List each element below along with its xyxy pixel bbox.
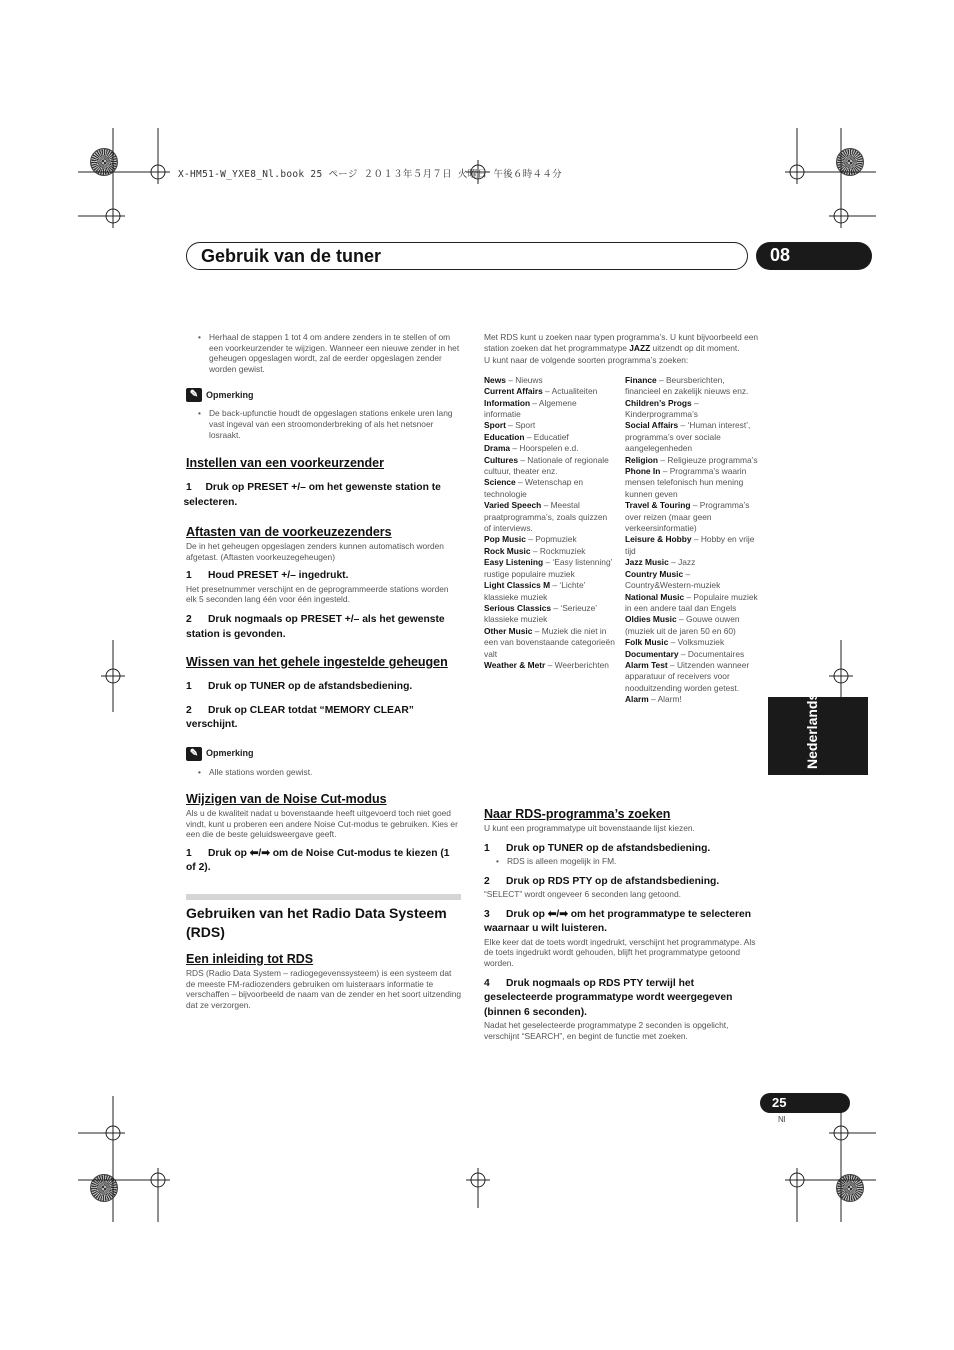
language-side-tab (768, 692, 868, 775)
program-type-name: Education (484, 431, 525, 442)
paragraph: U kunt een programmatype uit bovenstaande lijst kiezen. (484, 823, 695, 833)
footer-language-code: Nl (778, 1115, 786, 1124)
program-type-item (625, 375, 759, 398)
program-type-item (625, 569, 759, 592)
program-type-name: Light Classics M (484, 580, 551, 591)
paragraph: De in het geheugen opgeslagen zenders kunnen automatisch worden afgetast. (Aftasten voorkeuzegeheugen) (186, 541, 444, 562)
program-type-name: Folk Music (625, 637, 669, 648)
program-type-name: Drama (484, 443, 511, 454)
note-pencil-icon: ✎ (186, 388, 202, 402)
program-type-name: National Music (625, 591, 685, 602)
program-type-desc: – Alarm! (651, 694, 682, 705)
paragraph (484, 332, 759, 353)
program-type-name: Country Music (625, 568, 684, 579)
program-type-column-1 (484, 375, 615, 706)
step-item (484, 977, 759, 1021)
program-type-desc: – Jazz (671, 557, 696, 568)
paragraph: RDS (Radio Data System – radiogegevenssysteem) is een systeem dat de meeste FM-radiozenders gebruiken om luisteraars informatie te verschaffen – bijvoorbeeld de naam van de zender en het soort uitzending dat ze verzorgen. (186, 967, 462, 1010)
note-label: Opmerking (206, 390, 254, 401)
program-type-item (484, 477, 615, 500)
step-item (484, 842, 759, 857)
program-type-name: Weather & Metr (484, 659, 546, 670)
program-type-name: Other Music (484, 625, 533, 636)
section-heading-clear: Wissen van het gehele ingestelde geheugen (186, 655, 448, 670)
step-item (484, 875, 759, 890)
section-heading-preset: Instellen van een voorkeurzender (186, 456, 384, 471)
program-type-desc: – Volksmuziek (670, 637, 725, 648)
program-type-desc: – Algemene informatie (484, 397, 577, 419)
program-type-desc: – Meestal praatprogramma’s, zoals quizzen of interviews. (484, 500, 608, 534)
program-type-desc: – Programma’s over reizen (maar geen verkeersinformatie) (625, 500, 750, 534)
step-number: 1 (186, 847, 192, 859)
program-type-name: Serious Classics (484, 602, 552, 613)
section-heading-rds-search: Naar RDS-programma’s zoeken (484, 807, 671, 821)
step-text: Druk nogmaals op PRESET +/– als het gewenste station is gevonden. (186, 614, 445, 640)
paragraph: U kunt naar de volgende soorten programma’s zoeken: (484, 355, 689, 366)
program-type-list (484, 375, 759, 706)
section-heading-rds: Gebruiken van het Radio Data Systeem (RDS) (186, 904, 447, 940)
page-number: 25 (772, 1095, 787, 1110)
step-text: Druk op PRESET +/– om het gewenste station te selecteren. (183, 482, 441, 508)
step-text: Druk op CLEAR totdat “MEMORY CLEAR” verschijnt. (186, 704, 414, 731)
program-type-name: Science (484, 477, 516, 488)
program-type-desc: – Nationale of regionale cultuur, theater enz. (484, 454, 609, 477)
chapter-badge (756, 242, 872, 270)
program-type-desc: – Hoorspelen e.d. (512, 443, 579, 454)
rds-intro-text: Met RDS kunt u zoeken naar typen programma’s. U kunt bijvoorbeeld een station zoeken dat het programmatype (484, 332, 759, 353)
program-type-name: News (484, 374, 506, 385)
registration-rosette-icon (836, 1174, 864, 1202)
program-type-name: Children’s Progs (625, 397, 692, 408)
program-type-name: Jazz Music (625, 557, 669, 568)
registration-rosette-icon (90, 1174, 118, 1202)
program-type-name: Sport (484, 420, 506, 431)
paragraph: Het presetnummer verschijnt en de geprogrammeerde stations worden elk 5 seconden lang één voor één ingesteld. (186, 583, 449, 605)
program-type-desc: – ‘Serieuze’ klassieke muziek (484, 602, 597, 625)
program-type-desc: – Sport (508, 420, 536, 431)
paragraph: Als u de kwaliteit nadat u bovenstaande heeft uitgevoerd toch niet goed vindt, kunt u proberen een andere Noise Cut-modus te gebruiken. Kies er een die de beste geluidsweergave geeft. (186, 808, 458, 840)
program-type-desc: – Weerberichten (547, 659, 609, 670)
program-type-item (625, 694, 759, 705)
program-type-desc: – Educatief (526, 431, 569, 442)
right-column (484, 332, 759, 1041)
program-type-desc: – Kinderprogramma’s (625, 397, 699, 419)
paragraph: “SELECT” wordt ongeveer 6 seconden lang getoond. (484, 889, 681, 900)
program-type-name: Religion (625, 454, 659, 465)
step-item (186, 680, 461, 695)
program-type-item (625, 592, 759, 615)
program-type-name: Travel & Touring (625, 500, 691, 511)
program-type-item (484, 375, 615, 386)
page-title-box (186, 242, 748, 270)
step-text: Druk nogmaals op RDS PTY terwijl het geselecteerde programmatype wordt weergegeven (binnen 6 seconden). (484, 977, 733, 1018)
program-type-name: Varied Speech (484, 500, 542, 511)
program-type-desc: – Beursberichten, financieel en zakelijk nieuws enz. (625, 374, 749, 397)
program-type-desc: – Hobby en vrije tijd (625, 534, 755, 556)
program-type-desc: – ‘Lichte’ klassieke muziek (484, 580, 586, 602)
print-slug-line: X-HM51-W_YXE8_Nl.book 25 ページ ２０１３年５月７日 火曜日 午後６時４４分 (178, 169, 562, 180)
bullet-item: • RDS is alleen mogelijk in FM. (484, 856, 759, 867)
paragraph: Nadat het geselecteerde programmatype 2 seconden is opgelicht, verschijnt “SEARCH”, en begint de functie met zoeken. (484, 1020, 729, 1041)
step-item (186, 569, 461, 584)
program-type-item (625, 420, 759, 454)
program-type-item (625, 534, 759, 557)
program-type-name: Documentary (625, 648, 679, 659)
registration-rosette-icon (90, 148, 118, 176)
program-type-desc: – Gouwe ouwen (muziek uit de jaren 50 en 60) (625, 614, 740, 636)
program-type-desc: – Religieuze programma’s (660, 454, 758, 465)
section-heading-rds-intro: Een inleiding tot RDS (186, 951, 314, 966)
program-type-desc: – Wetenschap en technologie (484, 477, 584, 499)
step-item (186, 613, 461, 642)
note-pencil-icon: ✎ (186, 747, 202, 761)
program-type-item (484, 500, 615, 534)
program-type-item (484, 534, 615, 545)
step-item (186, 847, 461, 876)
program-type-name: Oldies Music (625, 614, 677, 625)
program-type-desc: – ‘Human interest’, programma’s over sociale aangelegenheden (625, 420, 751, 454)
program-type-item (484, 398, 615, 421)
bullet-item: • Herhaal de stappen 1 tot 4 om andere zenders in te stellen of om een voorkeurzender te wijzigen. Wanneer een nieuwe zender in het geheugen opgeslagen wordt, zal de eerder opgeslagen zender worden gewist. (186, 332, 461, 374)
step-text: Druk op RDS PTY op de afstandsbediening. (506, 875, 720, 887)
program-type-item (484, 386, 615, 397)
step-number: 2 (186, 704, 192, 716)
program-type-name: Social Affairs (625, 420, 679, 431)
step-number: 2 (186, 614, 192, 626)
program-type-name: Leisure & Hobby (625, 534, 692, 545)
program-type-desc: – Rockmuziek (532, 545, 586, 556)
program-type-item (484, 626, 615, 660)
program-type-name: Finance (625, 374, 657, 385)
program-type-item (484, 603, 615, 626)
step-number: 1 (186, 482, 192, 494)
program-type-name: Rock Music (484, 545, 531, 556)
program-type-item (484, 557, 615, 580)
step-text: Houd PRESET +/– ingedrukt. (208, 570, 349, 582)
program-type-name: Cultures (484, 454, 518, 465)
note-heading (186, 388, 461, 402)
step-item (183, 481, 461, 510)
language-side-tab-label: Nederlands (804, 692, 820, 769)
step-text: Druk op ⬅/➡ om het programmatype te selecteren waarnaar u wilt luisteren. (484, 908, 751, 935)
program-type-item (484, 455, 615, 478)
program-type-name: Easy Listening (484, 557, 544, 568)
program-type-desc: – Programma’s waarin mensen telefonisch hun mening kunnen geven (625, 466, 747, 499)
note-heading (186, 747, 461, 761)
rds-intro-text-end: uitzendt op dit moment. (652, 342, 740, 353)
program-type-item (625, 660, 759, 694)
rds-intro-jazz: JAZZ (629, 342, 651, 353)
program-type-item (625, 500, 759, 534)
program-type-item (625, 649, 759, 660)
program-type-name: Phone In (625, 466, 661, 477)
program-type-item (625, 557, 759, 568)
program-type-name: Pop Music (484, 534, 526, 545)
program-type-name: Alarm (625, 694, 649, 705)
program-type-desc: – Nieuws (508, 374, 543, 385)
program-type-desc: – Uitzenden wanneer apparatuur of receivers voor nooduitzending worden getest. (625, 659, 750, 693)
program-type-desc: – Country&Western-muziek (625, 568, 721, 591)
program-type-desc: – Actualiteiten (545, 386, 598, 397)
program-type-item (484, 660, 615, 671)
program-type-desc: – Documentaires (680, 648, 745, 659)
page-title: Gebruik van de tuner (201, 246, 382, 266)
program-type-column-2 (625, 375, 759, 706)
step-number: 1 (186, 681, 192, 693)
step-number: 1 (484, 842, 490, 854)
program-type-desc: – ‘Easy listenning’ rustige populaire muziek (484, 557, 613, 579)
program-type-name: Current Affairs (484, 386, 543, 397)
left-column (183, 332, 462, 1010)
program-type-item (484, 546, 615, 557)
program-type-item (625, 398, 759, 421)
program-type-item (484, 580, 615, 603)
registration-rosette-icon (836, 148, 864, 176)
program-type-item (625, 637, 759, 648)
step-item (484, 908, 759, 937)
program-type-desc: – Populaire muziek in een andere taal dan Engels (625, 591, 758, 613)
step-number: 1 (186, 570, 192, 582)
program-type-item (484, 420, 615, 431)
program-type-desc: – Muziek die niet in een van bovenstaande categorieën valt (484, 625, 615, 659)
chapter-number: 08 (770, 245, 791, 265)
program-type-name: Information (484, 397, 531, 408)
program-type-name: Alarm Test (625, 659, 668, 670)
step-text: Druk op TUNER op de afstandsbediening. (506, 842, 711, 854)
note-label: Opmerking (206, 748, 254, 759)
program-type-desc: – Popmuziek (528, 534, 577, 545)
paragraph: Elke keer dat de toets wordt ingedrukt, verschijnt het programmatype. Als de toets ingedrukt wordt gehouden, blijft het programmatype getoond worden. (484, 936, 756, 968)
step-number: 3 (484, 908, 490, 920)
rds-search-section (484, 806, 759, 1041)
page-number-badge (760, 1093, 850, 1113)
program-type-item (484, 443, 615, 454)
note-bullet: • Alle stations worden gewist. (186, 767, 461, 778)
step-item (186, 704, 461, 733)
step-text: Druk op ⬅/➡ om de Noise Cut-modus te kiezen (1 of 2). (186, 847, 450, 874)
step-number: 2 (484, 875, 490, 887)
program-type-item (625, 614, 759, 637)
note-bullet: • De back-upfunctie houdt de opgeslagen stations enkele uren lang vast ingeval van een stroomonderbreking of als het netsnoer losraakt. (186, 408, 461, 440)
section-heading-scan: Aftasten van de voorkeuzezenders (186, 525, 392, 540)
section-heading-noise: Wijzigen van de Noise Cut-modus (186, 792, 387, 807)
step-number: 4 (484, 977, 490, 989)
program-type-item (625, 455, 759, 466)
step-text: Druk op TUNER op de afstandsbediening. (208, 681, 413, 693)
program-type-item (484, 432, 615, 443)
program-type-item (625, 466, 759, 500)
